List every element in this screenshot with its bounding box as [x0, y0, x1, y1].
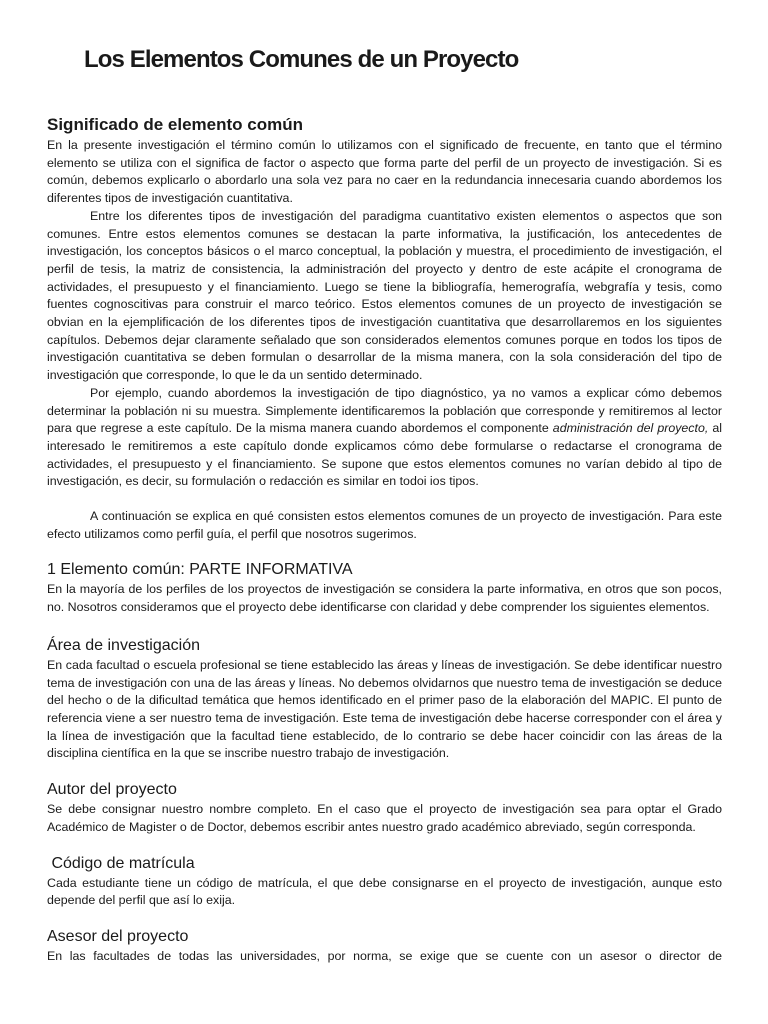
section-heading-asesor: Asesor del proyecto	[47, 927, 189, 945]
paragraph: A continuación se explica en qué consisten estos elementos comunes de un proyecto de investigación. Para este efecto utilizamos como perfil guía, el perfil que nosotros sugerimos.	[47, 509, 722, 541]
paragraph: En la mayoría de los perfiles de los proyectos de investigación se considera la parte informativa, en otros que son pocos, no. Nosotros consideramos que el proyecto debe identificarse con claridad y debe comprender los siguientes elementos.	[47, 582, 722, 615]
section-heading-parte-informativa: 1 Elemento común: PARTE INFORMATIVA	[47, 561, 353, 579]
section-heading-codigo: Código de matrícula	[47, 854, 195, 872]
paragraph: Cada estudiante tiene un código de matrícula, el que debe consignarse en el proyecto de investigación, aunque esto depende del perfil que así lo exija.	[47, 875, 722, 908]
section-heading-significado: Significado de elemento común	[47, 115, 303, 134]
emphasis-text: administración del proyecto,	[552, 421, 709, 436]
paragraph	[47, 385, 722, 491]
paragraph: En las facultades de todas las universidades, por norma, se exige que se cuente con un asesor o director de	[47, 948, 722, 963]
section-heading-area: Área de investigación	[47, 636, 200, 654]
paragraph-text: Por ejemplo, cuando abordemos la investigación de tipo diagnóstico, ya no vamos a explicar cómo debemos determinar la población ni su muestra. Simplemente identificaremos la población que corresponde y remitiremos al lector para que regrese a este capítulo. De la misma manera cuando abordemos el componente	[47, 385, 722, 436]
section-heading-autor: Autor del proyecto	[47, 781, 177, 799]
paragraph-text: al interesado le remitiremos a este capítulo donde explicamos cómo debe formularse o redactarse el cronograma de actividades, el presupuesto y el financiamiento. Se supone que estos elementos comunes no varían debido al tipo de investigación, es decir, su formulación o redacción es similar en todoi ios tipos.	[47, 421, 722, 489]
document-body	[47, 114, 722, 966]
paragraph: En la presente investigación el término común lo utilizamos con el significado de frecuente, en tanto que el término elemento se utiliza con el significa de factor o aspecto que forma parte del perfil de un proyecto de investigación. Si es común, debemos explicarlo o abordarlo una sola vez para no caer en la redundancia innecesaria cuando abordemos los diferentes tipos de investigación cuantitativa.	[47, 138, 722, 206]
page-title: Los Elementos Comunes de un Proyecto	[84, 46, 519, 73]
paragraph: En cada facultad o escuela profesional se tiene establecido las áreas y líneas de investigación. Se debe identificar nuestro tema de investigación con una de las áreas y líneas. No debemos olvidarnos que nuestro tema de investigación se deduce del hecho o de la dificultad temática que hemos identificado en el primer paso de la elaboración del MAPIC. El punto de referencia viene a ser nuestro tema de investigación. Este tema de investigación debe hacerse corresponder con el área y la línea de investigación que la facultad tiene establecido, de lo contrario se debe hacer coincidir con las áreas de la disciplina científica en la que se inscribe nuestro trabajo de investigación.	[47, 657, 722, 761]
paragraph: Se debe consignar nuestro nombre completo. En el caso que el proyecto de investigación sea para optar el Grado Académico de Magister o de Doctor, debemos escribir antes nuestro grado académico abreviado, según corresponda.	[47, 802, 722, 834]
paragraph: Entre los diferentes tipos de investigación del paradigma cuantitativo existen elementos o aspectos que son comunes. Entre estos elementos comunes se destacan la parte informativa, la justificación, los antecedentes de investigación, los conceptos básicos o el marco conceptual, la población y muestra, el procedimiento de investigación, el perfil de tesis, la matriz de consistencia, la administración del proyecto y dentro de este acápite el cronograma de actividades, el presupuesto y el financiamiento. Luego se tiene la bibliografía, hemerografía, webgrafía y tesis, como fuentes cognoscitivas para construir el marco teórico. Estos elementos comunes de un proyecto de investigación se obvian en la ejemplificación de los diferentes tipos de investigación cuantitativa que desarrollaremos en los siguientes capítulos. Debemos dejar claramente señalado que son considerados elementos comunes porque en todos los tipos de investigación cuantitativa se deben formulan o desarrollar de la misma manera, con la sola consideración del tipo de investigación que corresponde, lo que le da un sentido determinado.	[47, 208, 722, 383]
